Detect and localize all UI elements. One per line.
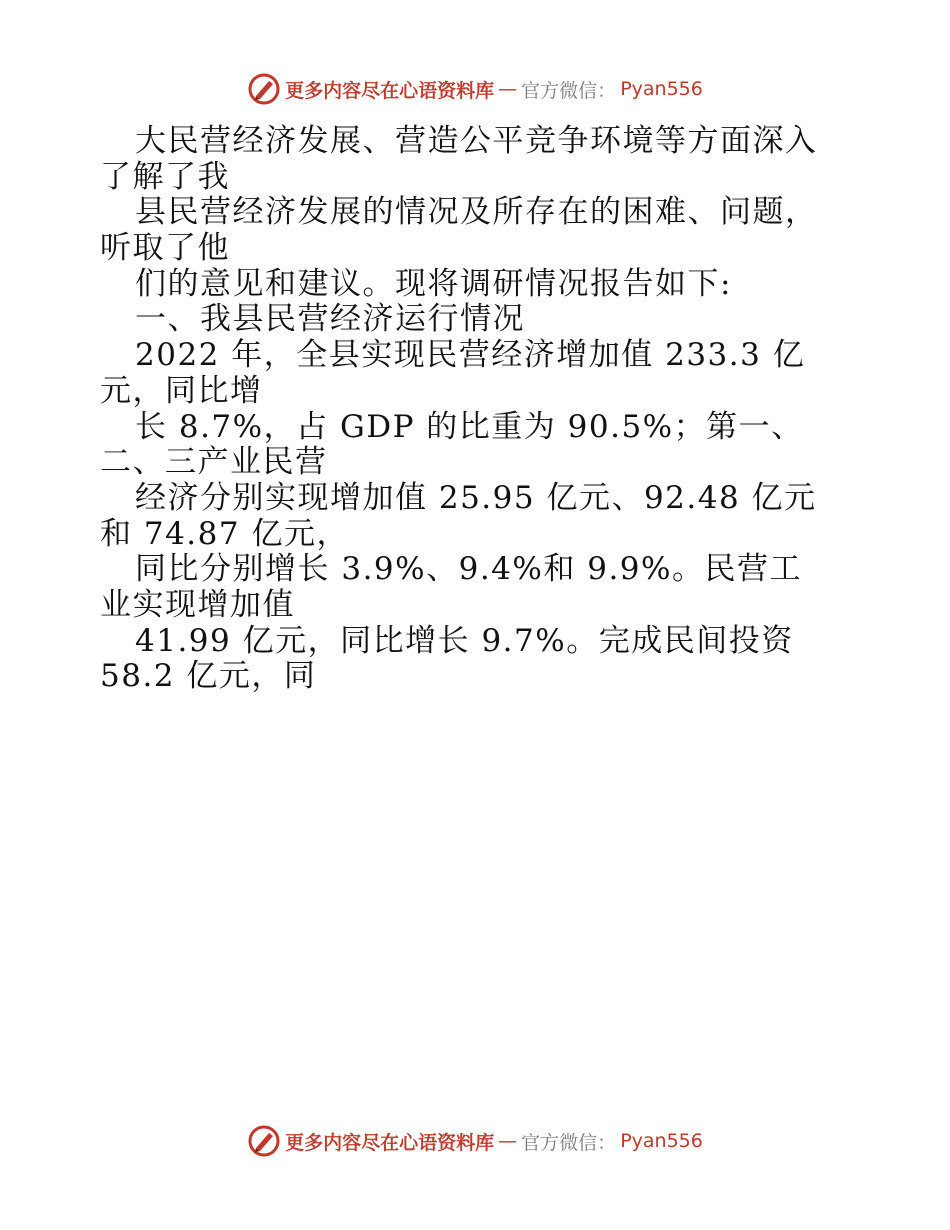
- logo-icon: [247, 1124, 281, 1158]
- watermark-wechat-label: 官方微信：: [521, 79, 617, 102]
- watermark-site-text: 更多内容尽在心语资料库: [285, 1131, 495, 1154]
- footer-watermark: [0, 1124, 950, 1158]
- watermark-wechat-label: 官方微信：: [521, 1131, 617, 1154]
- body-line: 们的意见和建议。现将调研情况报告如下:: [135, 265, 732, 302]
- body-line: 和 74.87 亿元，: [100, 515, 349, 552]
- section-heading: 一、我县民营经济运行情况: [135, 301, 525, 338]
- body-line: 长 8.7%，占 GDP 的比重为 90.5%；第一、: [135, 408, 804, 445]
- body-line: 了解了我: [100, 158, 230, 195]
- header-watermark: [0, 72, 950, 106]
- body-line: 58.2 亿元，同: [100, 658, 317, 695]
- body-line: 听取了他: [100, 230, 230, 267]
- body-line: 业实现增加值: [100, 586, 295, 623]
- body-line: 41.99 亿元，同比增长 9.7%。完成民间投资: [135, 622, 794, 659]
- body-line: 2022 年，全县实现民营经济增加值 233.3 亿: [135, 337, 806, 374]
- watermark-wechat-id: Pyan556: [620, 78, 703, 100]
- body-line: 大民营经济发展、营造公平竞争环境等方面深入: [135, 123, 818, 159]
- body-line: 经济分别实现增加值 25.95 亿元、92.48 亿元: [135, 479, 817, 516]
- watermark-site-text: 更多内容尽在心语资料库: [285, 79, 495, 102]
- body-line: 同比分别增长 3.9%、9.4%和 9.9%。民营工: [135, 551, 802, 588]
- body-line: 元，同比增: [100, 372, 263, 409]
- watermark-wechat-id: Pyan556: [620, 1130, 703, 1152]
- logo-icon: [247, 72, 281, 106]
- body-line: 县民营经济发展的情况及所存在的困难、问题，: [135, 194, 818, 231]
- watermark-dash: —: [498, 1130, 518, 1152]
- watermark-dash: —: [498, 78, 518, 100]
- document-body: [100, 124, 860, 695]
- body-line: 二、三产业民营: [100, 444, 328, 481]
